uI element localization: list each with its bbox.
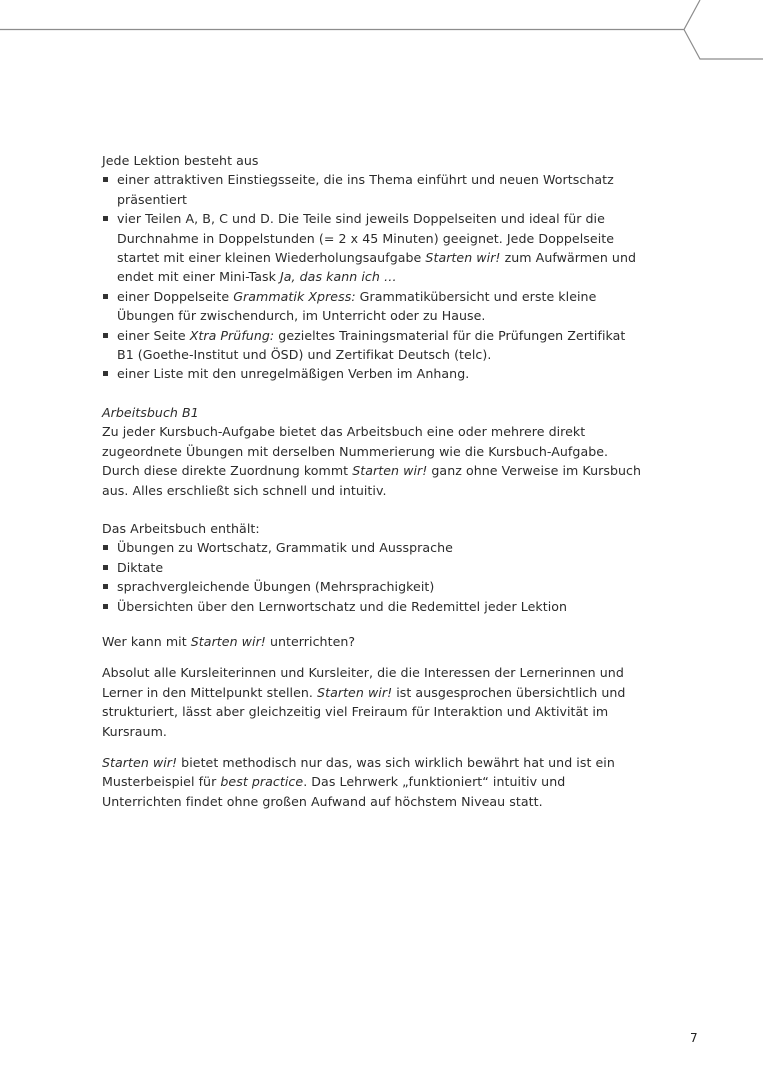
bullet-icon xyxy=(103,177,108,182)
list-item: Übersichten über den Lernwortschatz und die Redemittel jeder Lektion xyxy=(102,597,642,616)
list-item: einer Seite Xtra Prüfung: gezieltes Trainingsmaterial für die Prüfungen Zertifikat B1 (Goethe-Institut und ÖSD) und Zertifikat Deutsch (telc). xyxy=(102,326,642,365)
header-rule xyxy=(0,0,763,70)
bullet-icon xyxy=(103,565,108,570)
bullet-icon xyxy=(103,584,108,589)
arbeitsbuch-lead: Das Arbeitsbuch enthält: xyxy=(102,520,260,536)
list-item: sprachvergleichende Übungen (Mehrsprachigkeit) xyxy=(102,577,642,596)
list-item: vier Teilen A, B, C und D. Die Teile sind jeweils Doppelseiten und ideal für die Durchnahme in Doppelstunden (= 2 x 45 Minuten) geeignet. Jede Doppelseite startet mit einer kleinen Wiederholungsaufgabe Starten wir! zum Aufwärmen und endet mit einer Mini-Task Ja, das kann ich … xyxy=(102,209,642,287)
list-item: Diktate xyxy=(102,558,642,577)
bullet-icon xyxy=(103,371,108,376)
arbeitsbuch-paragraph: Zu jeder Kursbuch-Aufgabe bietet das Arbeitsbuch eine oder mehrere direkt zugeordnete Übungen mit derselben Nummerierung wie die Kursbuch-Aufgabe. Durch diese direkte Zuordnung kommt Starten wir! ganz ohne Verweise im Kursbuch aus. Alles erschließt sich schnell und intuitiv. xyxy=(102,424,642,498)
page-number: 7 xyxy=(690,1031,698,1045)
main-text xyxy=(102,151,642,811)
bullet-icon xyxy=(103,333,108,338)
list-item: einer Liste mit den unregelmäßigen Verben im Anhang. xyxy=(102,364,642,383)
section-heading: Wer kann mit Starten wir! unterrichten? xyxy=(102,633,356,649)
arbeitsbuch-heading: Arbeitsbuch B1 xyxy=(102,404,199,420)
bullet-icon xyxy=(103,294,108,299)
list-item: einer Doppelseite Grammatik Xpress: Grammatikübersicht und erste kleine Übungen für zwischendurch, im Unterricht oder zu Hause. xyxy=(102,287,642,326)
list-item: Übungen zu Wortschatz, Grammatik und Aussprache xyxy=(102,538,642,557)
list-item: einer attraktiven Einstiegsseite, die ins Thema einführt und neuen Wortschatz präsentiert xyxy=(102,170,642,209)
intro-lead: Jede Lektion besteht aus xyxy=(102,153,259,168)
bullet-icon xyxy=(103,545,108,550)
lesson-parts-list xyxy=(102,170,642,383)
section-paragraph-1: Absolut alle Kursleiterinnen und Kursleiter, die die Interessen der Lernerinnen und Lerner in den Mittelpunkt stellen. Starten wir! ist ausgesprochen übersichtlich und strukturiert, lässt aber gleichzeitig viel Freiraum für Interaktion und Aktivität im Kursraum. xyxy=(102,665,626,739)
bullet-icon xyxy=(103,216,108,221)
section-paragraph-2: Starten wir! bietet methodisch nur das, was sich wirklich bewährt hat und ist ein Musterbeispiel für best practice. Das Lehrwerk „funktioniert“ intuitiv und Unterrichten findet ohne großen Aufwand auf höchstem Niveau statt. xyxy=(102,754,615,809)
bullet-icon xyxy=(103,604,108,609)
arbeitsbuch-contents-list xyxy=(102,538,642,616)
